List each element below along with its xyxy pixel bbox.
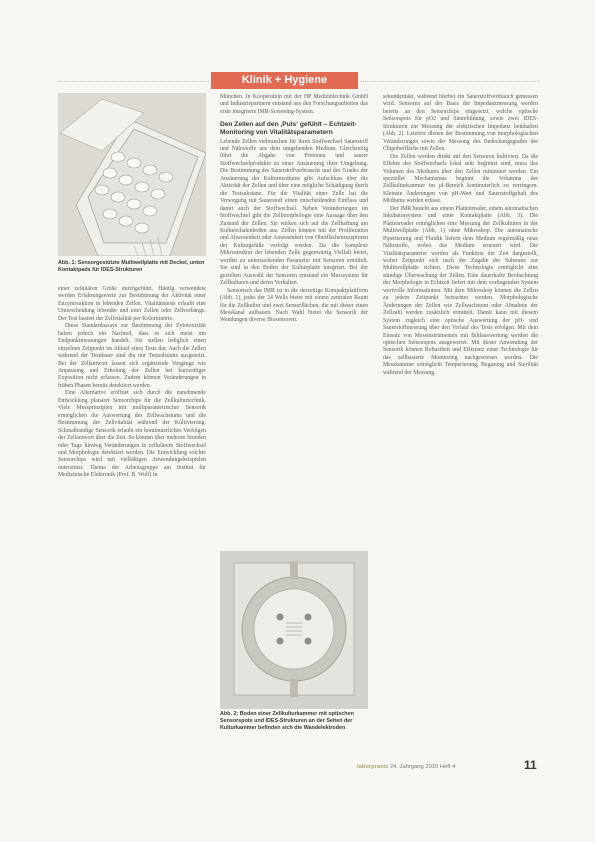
col2-paragraph-2: Sensorisch das IMR ist in die derzeitige Kompaktplattform (Abb. 1), jedes der 24 Wells bietet mit einem zentralen Raum für die Zellkultur und zwei Sensorflächen, die mit dieser einen Messkanal aufbauen. Nach Wahl bietet die Sensorik der Wandungen diverse Biosensoren. <box>220 287 368 324</box>
column-1 <box>58 286 206 764</box>
col3-paragraph-1: sekundentakt, während hierbei ein Sauerstoffverbrauch gemessen wird. Sensoren auf der Basis der Impedanzmessung werden bereits an den Sensorchips eingesetzt, welche optische Sensorspots für pO2 und Säurebildung, sowie zwei IDES-Strukturen zur Messung der elektrischen Impedanz beinhalten (Abb. 2). Letztere dienen der Bestimmung von morphologischen Veränderungen sowie der Messung des Bedeckungsgrades der Chipoberfläche mit Zellen. <box>383 94 538 153</box>
page-footer <box>357 764 455 770</box>
col1-paragraph-3: Eine Alternative eröffnet sich durch die zunehmende Entwicklung planarer Sensorchips für die Zellkulturtechnik. Viele Messprinzipien mit multiparametrischer Sensorik ermöglichen die Auswertung des Zellwachstums und die Bestimmung der Zellvitalität während der Kultivierung. Schmalbandige Sensorik erlaubt ein kontinuierliches Verfolgen der Zellantwort über die Zeit. So können über mehrere Stunden oder Tage hinweg Veränderungen in zellulärem Stoffwechsel und Morphologie detektiert werden. Die Entwicklung solcher Sensorchips wird mit vielfältigen Anwendungsbeispielen unterstützt. Thema der Arbeitsgruppe am Institut für Medizinische Elektronik (Prof. B. Wolf) in <box>58 390 206 479</box>
col1-paragraph-1: einer zellulären Größe durchgeführt. Häufig verwendete werden Erfahrungswerte zur Bestimmung der Aktivität einer Enzymreaktion in lebenden Zellen. Vitalitätstests erlaubt eine Unterscheidung lebender und toter Zellen oder Zellverbänge. Der Test basiert der Zellvitalität per Kolorimetrie. <box>58 286 206 322</box>
col2-paragraph-1: Lebende Zellen verbrauchen für ihren Stoffwechsel Sauerstoff und Nährstoffe aus dem umgebenden Medium. Gleichzeitig führt die Abgabe von Protonen und saurer Stoffwechselprodukte zu einer Ansäuerung ihrer Umgebung. Die Bestimmung des Sauerstoffverbrauchs und des Grades der Ansäuerung der Kulturmediums gibt Aufschluss über die Aktivität der Zellen und über eine mögliche Schädigung durch die Testsubstanz. Für die Vitalität einer Zelle hat die Versorgung mit Sauerstoff einen entscheidenden Einfluss und damit auch der Stoffwechsel. Neben Veränderungen im Stoffwechsel gibt die Zellmorphologie eine Aussage über den Zustand der Zellen. Sie wirken sich auf die Zellhaftung am Kulturschalenboden aus. Zellen können mit der Proliferation und Abwesenheit oder Anwesenheit von Oberflächenrezeptoren der Kulturgefäße verfolgt werden. Da die komplexe Mikrostruktur der lebenden Zelle gegenwärtig Vielfalt bietet, werden zu untersuchenden Parameter mit Sensoren ermittelt. Sie sind in den Boden der Kulturplatte integriert. Bei der gezielten Auswahl der Sensoren entstand ein Messsystem für Zellkulturen und deren Verhalten. <box>220 138 368 287</box>
col3-paragraph-2: Die Zellen werden direkt auf den Sensoren kultiviert. Da die Effekte des Stoffwechsels lokal sehr begrenzt sind, muss das Volumen des Mediums über den Zellen minimiert werden. Ein spezieller Mechanismus beginnt die Volumina der Zellkulturkammer im µl-Bereich kontinuierlich zu verringern. Kleinste Änderungen von pH-Wert und Sauerstoffgehalt des Mediums werden erfasst. <box>383 153 538 205</box>
column-3 <box>383 94 538 757</box>
section-heading: Den Zellen auf den ‚Puls‘ gefühlt – Echtzeit-Monitoring von Vitalitätsparametern <box>220 121 357 136</box>
col3-paragraph-3: Der IMR besteht aus einem Plattenreader, einem automatischen Inkubatorsystem und einer Kontaktplatte (Abb. 3). Die Plattenreader ermöglichen eine Messung der Zellkulturen in der Multiwellplatte (Abb. 1) ohne Mikroskop. Die automatische Pipettierung und Fluidik liefern dem Medium regelmäßig neue Nährstoffe, wobei das Medium erneuert wird. Die Vitalitätsparameter werden als Funktion der Zeit dargestellt, wobei Zeitpunkt sich nach der Zugabe der Substanz zur Multiwellplatte richten. Diese Technologie ermöglicht eine ständige Überwachung der Zellen. Eine dauerhafte Beobachtung der Morphologie in Echtzeit liefert mit dem vorliegenden System wertvolle Informationen. Mit dem Mikroskop können die Zellen zu jedem Zeitpunkt betrachtet werden. Morphologische Änderungen der Zellen wie Zellwachstum oder Abnahme der Zellzahl werden zusätzlich ermittelt. Damit kann mit diesem System zugleich eine optische Auswertung der pH- und Sauerstoffmessung über den Verlauf des Tests erfolgen. Mit dem Einsatz von Messinstrumenten mit Bildauswertung werden die optischen Sensorspots ausgewertet. Mit dieser Anwendung der Sensorik können Robustheit und Effizienz einer Technologie für das zellbasierte Monitoring nachgewiesen werden. Die Messkammer ermöglicht Temperierung, Begasung und Sterilität während der Messung. <box>383 205 538 376</box>
figure-2-photo <box>220 551 368 709</box>
figure-1-photo <box>58 93 206 256</box>
header-rule-right <box>360 81 540 82</box>
column-2 <box>220 94 368 546</box>
footer-brand: laborpraxis <box>357 764 389 770</box>
footer-issue: 24. Jahrgang 2010 Heft 4 <box>389 764 456 770</box>
page-number: 11 <box>524 758 537 772</box>
sensor-chip-illustration <box>220 551 368 709</box>
figure-2-caption: Abb. 2: Boden einer Zellkulturkammer mit optischen Sensorspots und IDES-Strukturen an der Seiten der Kulturkammer befinden sich die Wandelektroden <box>220 711 354 731</box>
col1-paragraph-2: Diese Standardassays zur Bestimmung der Zytotoxizität haben jedoch ein Nachteil, dass es sich meist um Endpunktmessungen handelt. Sie stellen lediglich einen einzelnen Zeitpunkt im Ablauf eines Tests dar. Auch die Zellen während der Testdauer sind die nur Testsubstanz ausgesetzt. Bei der Zellantwort lassen sich ergänzende Vorgänge wie Anpassung und Erholung der Zellen bei kurzzeitiger Exposition nicht erfassen. Zudem können Veränderungen in frühen Phasen bereits detektiert werden. <box>58 323 206 389</box>
header-rule-left <box>58 81 209 82</box>
col2-intro: München. In Kooperation mit der HP Medizintechnik GmbH und Industriepartnern entstand aus den Forschungsarbeiten das erste integrierte IMR-Screening-System. <box>220 94 368 115</box>
section-header-tab: Klinik + Hygiene <box>211 72 358 89</box>
multiwell-plate-illustration <box>58 93 206 256</box>
figure-1-caption: Abb. 1: Sensorgestützte Multiwellplatte mit Deckel, unten Kontaktpads für IDES-Strukturen <box>58 260 205 273</box>
